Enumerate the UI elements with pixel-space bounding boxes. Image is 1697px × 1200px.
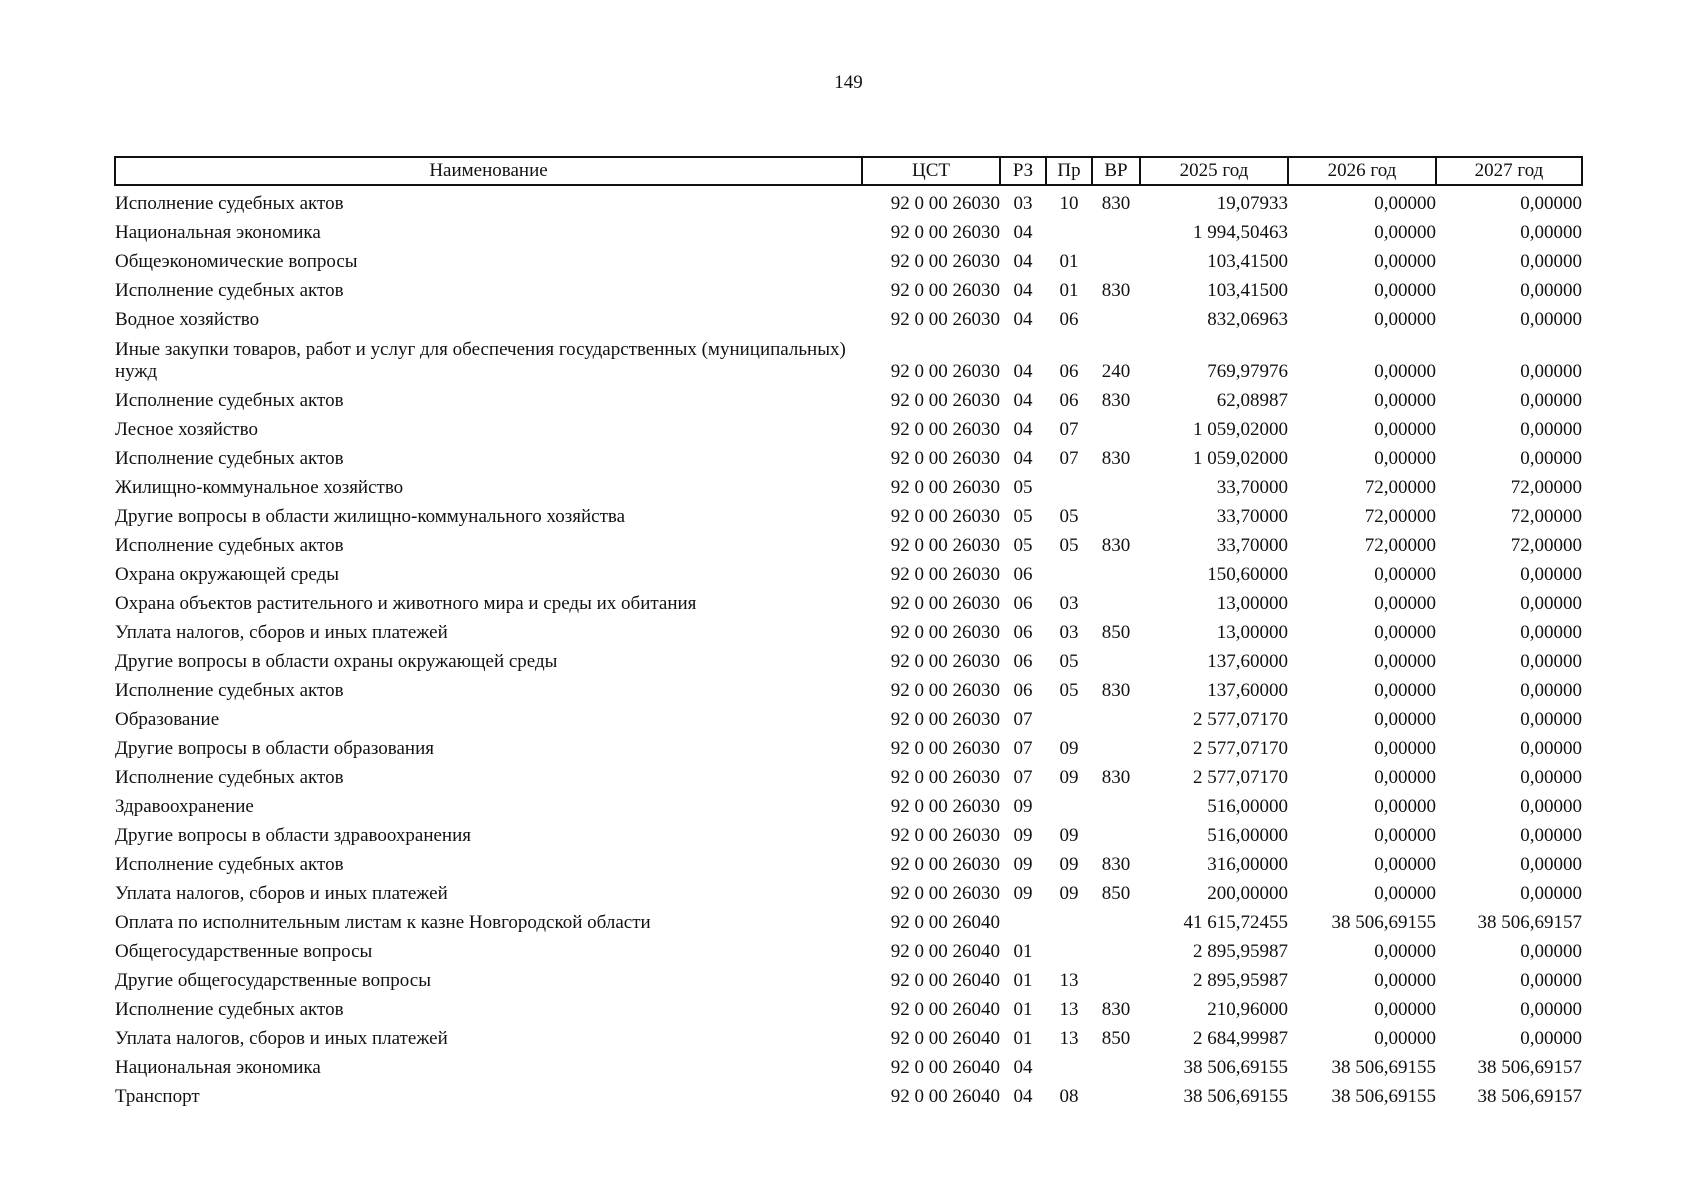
cell-pr: 06 bbox=[1059, 309, 1079, 330]
cell-2025: 33,70000 bbox=[1216, 535, 1288, 556]
cell-vr: 830 bbox=[1101, 854, 1131, 875]
cell-pr: 05 bbox=[1059, 680, 1079, 701]
table-row bbox=[115, 963, 1582, 992]
cell-2027: 0,00000 bbox=[1520, 564, 1582, 585]
cell-pr: 06 bbox=[1059, 361, 1079, 382]
table-row bbox=[115, 528, 1582, 557]
cell-name: Другие вопросы в области охраны окружающей среды bbox=[115, 651, 558, 672]
cell-vr bbox=[1092, 302, 1140, 331]
cell-pr: 09 bbox=[1059, 738, 1079, 759]
cell-pr: 05 bbox=[1059, 651, 1079, 672]
cell-2027: 38 506,69157 bbox=[1477, 912, 1582, 933]
cell-cst: 92 0 00 26030 bbox=[890, 477, 1000, 498]
cell-2025: 1 994,50463 bbox=[1193, 222, 1288, 243]
cell-pr: 07 bbox=[1059, 419, 1079, 440]
cell-pr: 01 bbox=[1059, 251, 1079, 272]
cell-2025: 62,08987 bbox=[1216, 390, 1288, 411]
cell-name: Образование bbox=[115, 709, 220, 730]
cell-2026: 72,00000 bbox=[1364, 535, 1436, 556]
cell-name: Уплата налогов, сборов и иных платежей bbox=[115, 883, 448, 904]
cell-rz: 09 bbox=[1013, 854, 1033, 875]
cell-2027: 38 506,69157 bbox=[1477, 1057, 1582, 1078]
cell-2026: 0,00000 bbox=[1374, 361, 1436, 382]
cell-rz: 01 bbox=[1013, 970, 1033, 991]
cell-pr: 09 bbox=[1059, 767, 1079, 788]
cell-2027: 0,00000 bbox=[1520, 651, 1582, 672]
cell-vr bbox=[1092, 963, 1140, 992]
cell-cst: 92 0 00 26030 bbox=[890, 419, 1000, 440]
cell-cst: 92 0 00 26030 bbox=[890, 193, 1000, 214]
cell-2026: 0,00000 bbox=[1374, 419, 1436, 440]
cell-2026: 0,00000 bbox=[1374, 970, 1436, 991]
table-row bbox=[115, 876, 1582, 905]
cell-rz: 06 bbox=[1013, 593, 1033, 614]
cell-2025: 2 895,95987 bbox=[1193, 941, 1288, 962]
cell-2025: 19,07933 bbox=[1216, 193, 1288, 214]
cell-2025: 516,00000 bbox=[1207, 825, 1288, 846]
cell-pr: 06 bbox=[1059, 390, 1079, 411]
table-row bbox=[115, 934, 1582, 963]
cell-2026: 0,00000 bbox=[1374, 680, 1436, 701]
cell-pr: 10 bbox=[1059, 193, 1079, 214]
cell-vr bbox=[1092, 470, 1140, 499]
cell-2026: 0,00000 bbox=[1374, 193, 1436, 214]
cell-vr bbox=[1092, 499, 1140, 528]
cell-2027: 0,00000 bbox=[1520, 709, 1582, 730]
page-number: 149 bbox=[834, 72, 863, 93]
cell-name: Другие общегосударственные вопросы bbox=[115, 970, 431, 991]
cell-vr bbox=[1092, 215, 1140, 244]
cell-2027: 0,00000 bbox=[1520, 796, 1582, 817]
cell-pr: 13 bbox=[1059, 1028, 1079, 1049]
cell-2025: 41 615,72455 bbox=[1183, 912, 1288, 933]
cell-2026: 0,00000 bbox=[1374, 448, 1436, 469]
cell-pr: 05 bbox=[1059, 506, 1079, 527]
cell-cst: 92 0 00 26030 bbox=[890, 622, 1000, 643]
cell-name: Исполнение судебных актов bbox=[115, 390, 344, 411]
cell-rz: 04 bbox=[1013, 390, 1033, 411]
cell-rz: 04 bbox=[1013, 251, 1033, 272]
cell-name: Исполнение судебных актов bbox=[115, 280, 344, 301]
cell-name: Жилищно-коммунальное хозяйство bbox=[115, 477, 404, 498]
table-row bbox=[115, 470, 1582, 499]
cell-2026: 0,00000 bbox=[1374, 738, 1436, 759]
cell-2027: 0,00000 bbox=[1520, 941, 1582, 962]
cell-vr: 830 bbox=[1101, 680, 1131, 701]
cell-vr: 830 bbox=[1101, 390, 1131, 411]
cell-vr bbox=[1092, 905, 1140, 934]
cell-pr: 03 bbox=[1059, 593, 1079, 614]
cell-cst: 92 0 00 26030 bbox=[890, 709, 1000, 730]
cell-2025: 150,60000 bbox=[1207, 564, 1288, 585]
cell-cst: 92 0 00 26030 bbox=[890, 825, 1000, 846]
cell-vr: 850 bbox=[1101, 883, 1131, 904]
table-row bbox=[115, 273, 1582, 302]
cell-cst: 92 0 00 26030 bbox=[890, 390, 1000, 411]
header-cst: ЦСТ bbox=[862, 157, 1000, 185]
table-row bbox=[115, 702, 1582, 731]
cell-2027: 0,00000 bbox=[1520, 251, 1582, 272]
cell-rz: 09 bbox=[1013, 825, 1033, 846]
cell-vr: 830 bbox=[1101, 280, 1131, 301]
cell-vr: 240 bbox=[1101, 361, 1131, 382]
cell-2026: 0,00000 bbox=[1374, 651, 1436, 672]
header-name: Наименование bbox=[115, 157, 862, 185]
cell-name: Транспорт bbox=[115, 1086, 200, 1107]
table-row bbox=[115, 215, 1582, 244]
cell-2026: 38 506,69155 bbox=[1331, 912, 1436, 933]
cell-2025: 33,70000 bbox=[1216, 477, 1288, 498]
cell-2027: 0,00000 bbox=[1520, 390, 1582, 411]
cell-name: Национальная экономика bbox=[115, 222, 321, 243]
cell-pr bbox=[1046, 215, 1092, 244]
cell-cst: 92 0 00 26040 bbox=[890, 912, 1000, 933]
cell-name: Исполнение судебных актов bbox=[115, 767, 344, 788]
cell-pr bbox=[1046, 905, 1092, 934]
cell-2026: 0,00000 bbox=[1374, 883, 1436, 904]
cell-name: Общеэкономические вопросы bbox=[115, 251, 358, 272]
table-row bbox=[115, 615, 1582, 644]
cell-cst: 92 0 00 26030 bbox=[890, 854, 1000, 875]
cell-rz: 06 bbox=[1013, 622, 1033, 643]
cell-vr bbox=[1092, 412, 1140, 441]
cell-rz: 04 bbox=[1013, 309, 1033, 330]
cell-2025: 38 506,69155 bbox=[1183, 1086, 1288, 1107]
cell-2027: 0,00000 bbox=[1520, 193, 1582, 214]
cell-name: Охрана объектов растительного и животного мира и среды их обитания bbox=[115, 593, 697, 614]
table-row bbox=[115, 557, 1582, 586]
cell-rz: 01 bbox=[1013, 999, 1033, 1020]
cell-pr bbox=[1046, 557, 1092, 586]
cell-cst: 92 0 00 26040 bbox=[890, 1028, 1000, 1049]
cell-rz: 09 bbox=[1013, 883, 1033, 904]
budget-table bbox=[114, 156, 1583, 1108]
table-row bbox=[115, 731, 1582, 760]
cell-2025: 832,06963 bbox=[1207, 309, 1288, 330]
cell-pr bbox=[1046, 702, 1092, 731]
cell-2027: 0,00000 bbox=[1520, 1028, 1582, 1049]
table-row bbox=[115, 789, 1582, 818]
cell-rz: 07 bbox=[1013, 738, 1033, 759]
cell-pr: 05 bbox=[1059, 535, 1079, 556]
cell-2025: 2 684,99987 bbox=[1193, 1028, 1288, 1049]
table-row bbox=[115, 302, 1582, 331]
cell-2025: 137,60000 bbox=[1207, 651, 1288, 672]
cell-2027: 72,00000 bbox=[1510, 477, 1582, 498]
table-row bbox=[115, 760, 1582, 789]
cell-name: Водное хозяйство bbox=[115, 309, 260, 330]
table-row bbox=[115, 1050, 1582, 1079]
cell-2025: 2 577,07170 bbox=[1193, 738, 1288, 759]
cell-rz: 01 bbox=[1013, 1028, 1033, 1049]
cell-2025: 103,41500 bbox=[1207, 280, 1288, 301]
cell-2025: 1 059,02000 bbox=[1193, 448, 1288, 469]
cell-pr bbox=[1046, 1050, 1092, 1079]
cell-name: Национальная экономика bbox=[115, 1057, 321, 1078]
header-2026: 2026 год bbox=[1288, 157, 1436, 185]
cell-2027: 0,00000 bbox=[1520, 448, 1582, 469]
cell-pr: 13 bbox=[1059, 999, 1079, 1020]
cell-vr: 830 bbox=[1101, 767, 1131, 788]
cell-name: Исполнение судебных актов bbox=[115, 193, 344, 214]
header-vr: ВР bbox=[1092, 157, 1140, 185]
cell-2027: 0,00000 bbox=[1520, 999, 1582, 1020]
cell-2027: 0,00000 bbox=[1520, 361, 1582, 382]
cell-name: Иные закупки товаров, работ и услуг для обеспечения государственных (муниципальных) нужд bbox=[115, 339, 846, 382]
cell-2026: 0,00000 bbox=[1374, 280, 1436, 301]
table-row bbox=[115, 847, 1582, 876]
cell-cst: 92 0 00 26030 bbox=[890, 448, 1000, 469]
cell-rz: 04 bbox=[1013, 280, 1033, 301]
cell-name: Исполнение судебных актов bbox=[115, 535, 344, 556]
cell-vr bbox=[1092, 586, 1140, 615]
cell-cst: 92 0 00 26030 bbox=[890, 651, 1000, 672]
cell-cst: 92 0 00 26040 bbox=[890, 1057, 1000, 1078]
cell-name: Другие вопросы в области образования bbox=[115, 738, 434, 759]
table-row bbox=[115, 673, 1582, 702]
cell-cst: 92 0 00 26030 bbox=[890, 564, 1000, 585]
cell-cst: 92 0 00 26040 bbox=[890, 970, 1000, 991]
cell-name: Общегосударственные вопросы bbox=[115, 941, 373, 962]
cell-pr: 09 bbox=[1059, 854, 1079, 875]
cell-2026: 0,00000 bbox=[1374, 251, 1436, 272]
cell-vr bbox=[1092, 934, 1140, 963]
cell-rz: 05 bbox=[1013, 506, 1033, 527]
cell-rz: 03 bbox=[1013, 193, 1033, 214]
cell-cst: 92 0 00 26030 bbox=[890, 738, 1000, 759]
cell-2027: 0,00000 bbox=[1520, 280, 1582, 301]
cell-pr: 13 bbox=[1059, 970, 1079, 991]
cell-2025: 13,00000 bbox=[1216, 593, 1288, 614]
cell-cst: 92 0 00 26040 bbox=[890, 941, 1000, 962]
cell-2026: 0,00000 bbox=[1374, 309, 1436, 330]
cell-cst: 92 0 00 26030 bbox=[890, 280, 1000, 301]
cell-rz: 09 bbox=[1013, 796, 1033, 817]
cell-2026: 0,00000 bbox=[1374, 222, 1436, 243]
table-row bbox=[115, 441, 1582, 470]
cell-name: Уплата налогов, сборов и иных платежей bbox=[115, 622, 448, 643]
cell-pr bbox=[1046, 934, 1092, 963]
cell-2027: 0,00000 bbox=[1520, 419, 1582, 440]
cell-2026: 0,00000 bbox=[1374, 854, 1436, 875]
cell-name: Оплата по исполнительным листам к казне Новгородской области bbox=[115, 912, 651, 933]
cell-2027: 0,00000 bbox=[1520, 854, 1582, 875]
cell-2027: 0,00000 bbox=[1520, 593, 1582, 614]
cell-rz: 07 bbox=[1013, 709, 1033, 730]
header-2025: 2025 год bbox=[1140, 157, 1288, 185]
cell-name: Исполнение судебных актов bbox=[115, 854, 344, 875]
cell-2026: 0,00000 bbox=[1374, 825, 1436, 846]
cell-pr bbox=[1046, 789, 1092, 818]
cell-2027: 0,00000 bbox=[1520, 309, 1582, 330]
cell-name: Исполнение судебных актов bbox=[115, 999, 344, 1020]
cell-name: Уплата налогов, сборов и иных платежей bbox=[115, 1028, 448, 1049]
cell-2026: 0,00000 bbox=[1374, 767, 1436, 788]
cell-2025: 316,00000 bbox=[1207, 854, 1288, 875]
cell-cst: 92 0 00 26030 bbox=[890, 251, 1000, 272]
cell-name: Исполнение судебных актов bbox=[115, 680, 344, 701]
cell-2025: 210,96000 bbox=[1207, 999, 1288, 1020]
cell-cst: 92 0 00 26030 bbox=[890, 535, 1000, 556]
cell-2027: 0,00000 bbox=[1520, 222, 1582, 243]
cell-2027: 0,00000 bbox=[1520, 622, 1582, 643]
cell-pr: 09 bbox=[1059, 883, 1079, 904]
table-row bbox=[115, 1021, 1582, 1050]
cell-vr bbox=[1092, 1079, 1140, 1108]
cell-vr bbox=[1092, 702, 1140, 731]
table-row bbox=[115, 185, 1582, 215]
table-row bbox=[115, 412, 1582, 441]
cell-2027: 0,00000 bbox=[1520, 825, 1582, 846]
cell-cst: 92 0 00 26040 bbox=[890, 999, 1000, 1020]
cell-2026: 0,00000 bbox=[1374, 941, 1436, 962]
cell-2025: 516,00000 bbox=[1207, 796, 1288, 817]
cell-pr: 08 bbox=[1059, 1086, 1079, 1107]
cell-2027: 0,00000 bbox=[1520, 680, 1582, 701]
cell-vr: 850 bbox=[1101, 1028, 1131, 1049]
cell-pr: 09 bbox=[1059, 825, 1079, 846]
cell-rz: 06 bbox=[1013, 680, 1033, 701]
cell-2027: 72,00000 bbox=[1510, 506, 1582, 527]
cell-vr bbox=[1092, 1050, 1140, 1079]
cell-rz: 06 bbox=[1013, 564, 1033, 585]
cell-rz: 04 bbox=[1013, 1057, 1033, 1078]
cell-vr: 830 bbox=[1101, 448, 1131, 469]
cell-name: Здравоохранение bbox=[115, 796, 254, 817]
cell-2025: 200,00000 bbox=[1207, 883, 1288, 904]
cell-2026: 0,00000 bbox=[1374, 1028, 1436, 1049]
table-row bbox=[115, 244, 1582, 273]
cell-cst: 92 0 00 26030 bbox=[890, 309, 1000, 330]
cell-2027: 0,00000 bbox=[1520, 883, 1582, 904]
cell-2026: 0,00000 bbox=[1374, 564, 1436, 585]
cell-rz: 04 bbox=[1013, 448, 1033, 469]
cell-2027: 0,00000 bbox=[1520, 970, 1582, 991]
cell-vr bbox=[1092, 731, 1140, 760]
cell-cst: 92 0 00 26030 bbox=[890, 796, 1000, 817]
cell-rz: 01 bbox=[1013, 941, 1033, 962]
cell-2026: 0,00000 bbox=[1374, 999, 1436, 1020]
cell-name: Лесное хозяйство bbox=[115, 419, 258, 440]
cell-vr: 850 bbox=[1101, 622, 1131, 643]
cell-cst: 92 0 00 26040 bbox=[890, 1086, 1000, 1107]
cell-rz: 04 bbox=[1013, 222, 1033, 243]
table-row bbox=[115, 992, 1582, 1021]
table-row bbox=[115, 905, 1582, 934]
table-row bbox=[115, 586, 1582, 615]
cell-2025: 2 895,95987 bbox=[1193, 970, 1288, 991]
header-pr: Пр bbox=[1046, 157, 1092, 185]
cell-2025: 1 059,02000 bbox=[1193, 419, 1288, 440]
cell-cst: 92 0 00 26030 bbox=[890, 506, 1000, 527]
table-header-row bbox=[115, 157, 1582, 185]
cell-2026: 0,00000 bbox=[1374, 709, 1436, 730]
header-2027: 2027 год bbox=[1436, 157, 1582, 185]
cell-name: Исполнение судебных актов bbox=[115, 448, 344, 469]
cell-vr bbox=[1092, 244, 1140, 273]
cell-2025: 137,60000 bbox=[1207, 680, 1288, 701]
cell-rz: 04 bbox=[1013, 361, 1033, 382]
cell-vr bbox=[1092, 818, 1140, 847]
cell-rz bbox=[1000, 905, 1046, 934]
cell-rz: 05 bbox=[1013, 535, 1033, 556]
table-row bbox=[115, 331, 1582, 383]
cell-2026: 0,00000 bbox=[1374, 796, 1436, 817]
header-rz: РЗ bbox=[1000, 157, 1046, 185]
cell-2025: 2 577,07170 bbox=[1193, 767, 1288, 788]
cell-pr: 03 bbox=[1059, 622, 1079, 643]
cell-2025: 2 577,07170 bbox=[1193, 709, 1288, 730]
table-row bbox=[115, 383, 1582, 412]
cell-2027: 38 506,69157 bbox=[1477, 1086, 1582, 1107]
cell-rz: 06 bbox=[1013, 651, 1033, 672]
cell-vr: 830 bbox=[1101, 535, 1131, 556]
cell-2027: 0,00000 bbox=[1520, 767, 1582, 788]
cell-pr: 07 bbox=[1059, 448, 1079, 469]
cell-2025: 103,41500 bbox=[1207, 251, 1288, 272]
cell-2026: 72,00000 bbox=[1364, 477, 1436, 498]
cell-rz: 04 bbox=[1013, 419, 1033, 440]
cell-2026: 0,00000 bbox=[1374, 593, 1436, 614]
cell-2025: 13,00000 bbox=[1216, 622, 1288, 643]
cell-rz: 04 bbox=[1013, 1086, 1033, 1107]
cell-2025: 769,97976 bbox=[1207, 361, 1288, 382]
table-row bbox=[115, 1079, 1582, 1108]
cell-vr bbox=[1092, 644, 1140, 673]
table-row bbox=[115, 644, 1582, 673]
cell-name: Другие вопросы в области жилищно-коммунального хозяйства bbox=[115, 506, 626, 527]
cell-2025: 33,70000 bbox=[1216, 506, 1288, 527]
cell-2027: 0,00000 bbox=[1520, 738, 1582, 759]
cell-cst: 92 0 00 26030 bbox=[890, 883, 1000, 904]
cell-2025: 38 506,69155 bbox=[1183, 1057, 1288, 1078]
cell-vr bbox=[1092, 557, 1140, 586]
cell-rz: 05 bbox=[1013, 477, 1033, 498]
table-body bbox=[115, 185, 1582, 1108]
cell-2026: 0,00000 bbox=[1374, 390, 1436, 411]
cell-cst: 92 0 00 26030 bbox=[890, 361, 1000, 382]
cell-vr: 830 bbox=[1101, 999, 1131, 1020]
cell-vr: 830 bbox=[1101, 193, 1131, 214]
cell-cst: 92 0 00 26030 bbox=[890, 222, 1000, 243]
cell-2026: 0,00000 bbox=[1374, 622, 1436, 643]
cell-pr bbox=[1046, 470, 1092, 499]
cell-vr bbox=[1092, 789, 1140, 818]
cell-name: Охрана окружающей среды bbox=[115, 564, 340, 585]
table-row bbox=[115, 818, 1582, 847]
cell-2027: 72,00000 bbox=[1510, 535, 1582, 556]
cell-2026: 38 506,69155 bbox=[1331, 1057, 1436, 1078]
cell-2026: 38 506,69155 bbox=[1331, 1086, 1436, 1107]
cell-cst: 92 0 00 26030 bbox=[890, 680, 1000, 701]
cell-name: Другие вопросы в области здравоохранения bbox=[115, 825, 472, 846]
cell-2026: 72,00000 bbox=[1364, 506, 1436, 527]
cell-pr: 01 bbox=[1059, 280, 1079, 301]
cell-rz: 07 bbox=[1013, 767, 1033, 788]
cell-cst: 92 0 00 26030 bbox=[890, 593, 1000, 614]
table-row bbox=[115, 499, 1582, 528]
cell-cst: 92 0 00 26030 bbox=[890, 767, 1000, 788]
